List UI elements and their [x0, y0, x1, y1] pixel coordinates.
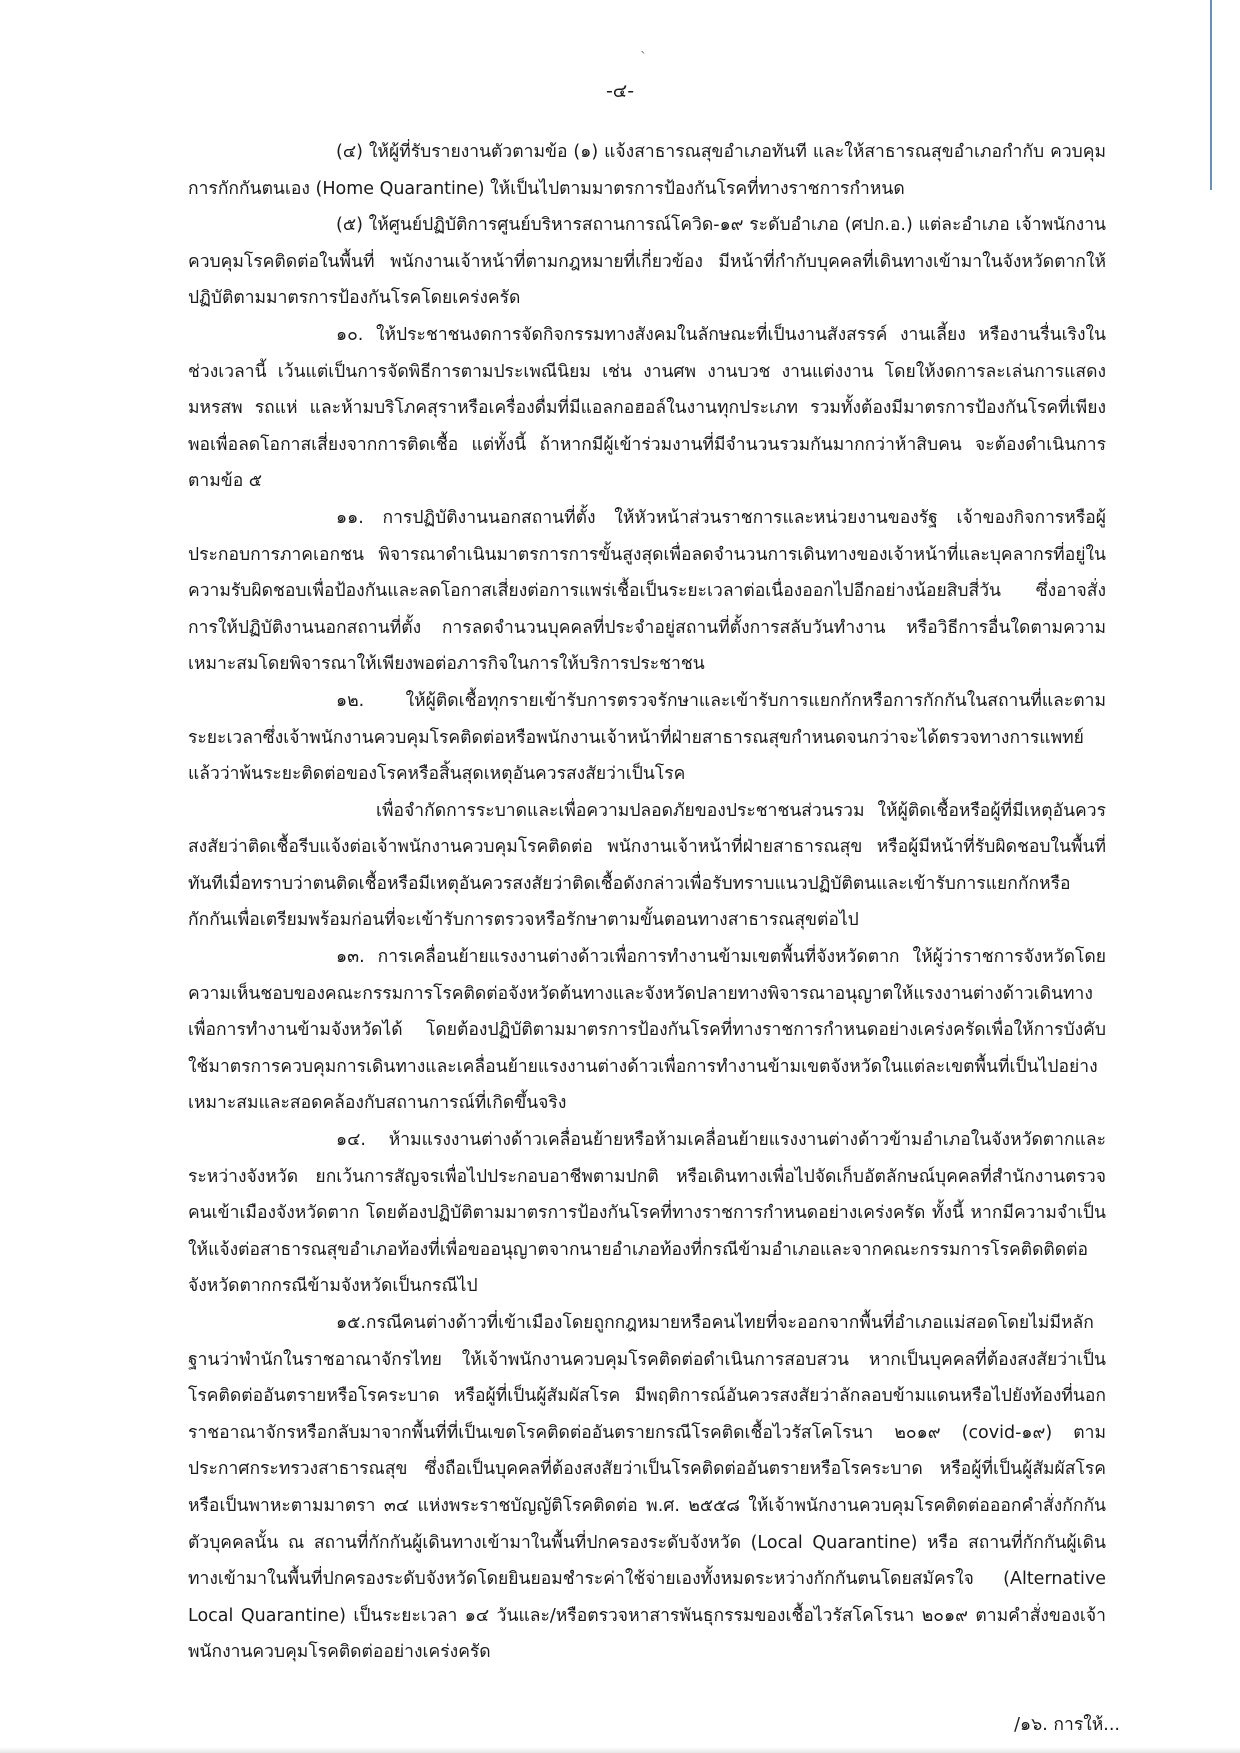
continuation-marker: /๑๖. การให้... — [1014, 1715, 1120, 1735]
paragraph-4-4: (๔) ให้ผู้ที่รับรายงานตัวตามข้อ (๑) แจ้งสาธารณสุขอำเภอทันที และให้สาธารณสุขอำเภอกำกับ ควบคุม การกักกันตนเอง (Home Quarantine) ให้เป็นไปตามมาตรการป้องกันโรคที่ทางราชการกำหนด — [188, 142, 1106, 199]
page-number: -๔- — [605, 80, 635, 102]
paragraph-14: ๑๔. ห้ามแรงงานต่างด้าวเคลื่อนย้ายหรือห้ามเคลื่อนย้ายแรงงานต่างด้าวข้ามอำเภอในจังหวัดตากและระหว่างจังหวัด ยกเว้นการสัญจรเพื่อไปประกอบอาชีพตามปกติ หรือเดินทางเพื่อไปจัดเก็บอัตลักษณ์บุคคลที่สำนักงานตรวจคนเข้าเมืองจังหวัดตาก โดยต้องปฏิบัติตามมาตรการป้องกันโรคที่ทางราชการกำหนดอย่างเคร่งครัด ทั้งนี้ หากมีความจำเป็นให้แจ้งต่อสาธารณสุขอำเภอท้องที่เพื่อขออนุญาตจากนายอำเภอท้องที่กรณีข้ามอำเภอและจากคณะกรรมการโรคติดติดต่อจังหวัดตากกรณีข้ามจังหวัดเป็นกรณีไป — [188, 1130, 1106, 1297]
scan-edge-bottom — [0, 1747, 1240, 1753]
scan-speck: ˎ — [640, 38, 647, 54]
document-body — [188, 134, 1106, 1671]
paragraph-4-5: (๕) ให้ศูนย์ปฏิบัติการศูนย์บริหารสถานการณ์โควิด-๑๙ ระดับอำเภอ (ศปก.อ.) แต่ละอำเภอ เจ้าพนักงานควบคุมโรคติดต่อในพื้นที่ พนักงานเจ้าหน้าที่ตามกฎหมายที่เกี่ยวข้อง มีหน้าที่กำกับบุคคลที่เดินทางเข้ามาในจังหวัดตากให้ปฏิบัติตามมาตรการป้องกันโรคโดยเคร่งครัด — [188, 215, 1106, 309]
paragraph-10: ๑๐. ให้ประชาชนงดการจัดกิจกรรมทางสังคมในลักษณะที่เป็นงานสังสรรค์ งานเลี้ยง หรืองานรื่นเริงในช่วงเวลานี้ เว้นแต่เป็นการจัดพิธีการตามประเพณีนิยม เช่น งานศพ งานบวช งานแต่งงาน โดยให้งดการละเล่นการแสดงมหรสพ รถแห่ และห้ามบริโภคสุราหรือเครื่องดื่มที่มีแอลกอฮอล์ในงานทุกประเภท รวมทั้งต้องมีมาตรการป้องกันโรคที่เพียงพอเพื่อลดโอกาสเสี่ยงจากการติดเชื้อ แต่ทั้งนี้ ถ้าหากมีผู้เข้าร่วมงานที่มีจำนวนรวมกันมากกว่าห้าสิบคน จะต้องดำเนินการตามข้อ ๕ — [188, 324, 1106, 492]
paragraph-11: ๑๑. การปฏิบัติงานนอกสถานที่ตั้ง ให้หัวหน้าส่วนราชการและหน่วยงานของรัฐ เจ้าของกิจการหรือผู้ประกอบการภาคเอกชน พิจารณาดำเนินมาตรการการขั้นสูงสุดเพื่อลดจำนวนการเดินทางของเจ้าหน้าที่และบุคลากรที่อยู่ในความรับผิดชอบเพื่อป้องกันและลดโอกาสเสี่ยงต่อการแพร่เชื้อเป็นระยะเวลาต่อเนื่องออกไปอีกอย่างน้อยสิบสี่วัน ซึ่งอาจสั่งการให้ปฏิบัติงานนอกสถานที่ตั้ง การลดจำนวนบุคคลที่ประจำอยู่สถานที่ตั้งการสลับวันทำงาน หรือวิธีการอื่นใดตามความเหมาะสมโดยพิจารณาให้เพียงพอต่อภารกิจในการให้บริการประชาชน — [188, 507, 1106, 675]
paragraph-13: ๑๓. การเคลื่อนย้ายแรงงานต่างด้าวเพื่อการทำงานข้ามเขตพื้นที่จังหวัดตาก ให้ผู้ว่าราชการจังหวัดโดยความเห็นชอบของคณะกรรมการโรคติดต่อจังหวัดต้นทางและจังหวัดปลายทางพิจารณาอนุญาตให้แรงงานต่างด้าวเดินทางเพื่อการทำงานข้ามจังหวัดได้ โดยต้องปฏิบัติตามมาตรการป้องกันโรคที่ทางราชการกำหนดอย่างเคร่งครัดเพื่อให้การบังคับใช้มาตรการควบคุมการเดินทางและเคลื่อนย้ายแรงงานต่างด้าวเพื่อการทำงานข้ามเขตจังหวัดในแต่ละเขตพื้นที่เป็นไปอย่างเหมาะสมและสอดคล้องกับสถานการณ์ที่เกิดขึ้นจริง — [188, 947, 1106, 1114]
paragraph-12-note: เพื่อจำกัดการระบาดและเพื่อความปลอดภัยของประชาชนส่วนรวม ให้ผู้ติดเชื้อหรือผู้ที่มีเหตุอันควรสงสัยว่าติดเชื้อรีบแจ้งต่อเจ้าพนักงานควบคุมโรคติดต่อ พนักงานเจ้าหน้าที่ฝ่ายสาธารณสุข หรือผู้มีหน้าที่รับผิดชอบในพื้นที่ทันทีเมื่อทราบว่าตนติดเชื้อหรือมีเหตุอันควรสงสัยว่าติดเชื้อดังกล่าวเพื่อรับทราบแนวปฏิบัติตนและเข้ารับการแยกกักหรือกักกันเพื่อเตรียมพร้อมก่อนที่จะเข้ารับการตรวจหรือรักษาตามขั้นตอนทางสาธารณสุขต่อไป — [188, 800, 1106, 931]
paragraph-12: ๑๒. ให้ผู้ติดเชื้อทุกรายเข้ารับการตรวจรักษาและเข้ารับการแยกกักหรือการกักกันในสถานที่และตามระยะเวลาซึ่งเจ้าพนักงานควบคุมโรคติดต่อหรือพนักงานเจ้าหน้าที่ฝ่ายสาธารณสุขกำหนดจนกว่าจะได้ตรวจทางการแพทย์แล้วว่าพ้นระยะติดต่อของโรคหรือสิ้นสุดเหตุอันควรสงสัยว่าเป็นโรค — [188, 690, 1106, 785]
paragraph-15: ๑๕.กรณีคนต่างด้าวที่เข้าเมืองโดยถูกกฎหมายหรือคนไทยที่จะออกจากพื้นที่อำเภอแม่สอดโดยไม่มีหลักฐานว่าพำนักในราชอาณาจักรไทย ให้เจ้าพนักงานควบคุมโรคติดต่อดำเนินการสอบสวน หากเป็นบุคคลที่ต้องสงสัยว่าเป็นโรคติดต่ออันตรายหรือโรคระบาด หรือผู้ที่เป็นผู้สัมผัสโรค มีพฤติการณ์อันควรสงสัยว่าลักลอบข้ามแดนหรือไปยังท้องที่นอกราชอาณาจักรหรือกลับมาจากพื้นที่ที่เป็นเขตโรคติดต่ออันตรายกรณีโรคติดเชื้อไวรัสโคโรนา ๒๐๑๙ (covid-๑๙) ตามประกาศกระทรวงสาธารณสุข ซึ่งถือเป็นบุคคลที่ต้องสงสัยว่าเป็นโรคติดต่ออันตรายหรือโรคระบาด หรือผู้ที่เป็นผู้สัมผัสโรคหรือเป็นพาหะตามมาตรา ๓๔ แห่งพระราชบัญญัติโรคติดต่อ พ.ศ. ๒๕๕๘ ให้เจ้าพนักงานควบคุมโรคติดต่อออกคำสั่งกักกันตัวบุคคลนั้น ณ สถานที่กักกันผู้เดินทางเข้ามาในพื้นที่ปกครองระดับจังหวัด (Local Quarantine) หรือ สถานที่กักกันผู้เดินทางเข้ามาในพื้นที่ปกครองระดับจังหวัดโดยยินยอมชำระค่าใช้จ่ายเองทั้งหมดระหว่างกักกันตนโดยสมัครใจ (Alternative Local Quarantine) เป็นระยะเวลา ๑๔ วันและ/หรือตรวจหาสารพันธุกรรมของเชื้อไวรัสโคโรนา ๒๐๑๙ ตามคำสั่งของเจ้าพนักงานควบคุมโรคติดต่ออย่างเคร่งครัด — [188, 1313, 1106, 1663]
